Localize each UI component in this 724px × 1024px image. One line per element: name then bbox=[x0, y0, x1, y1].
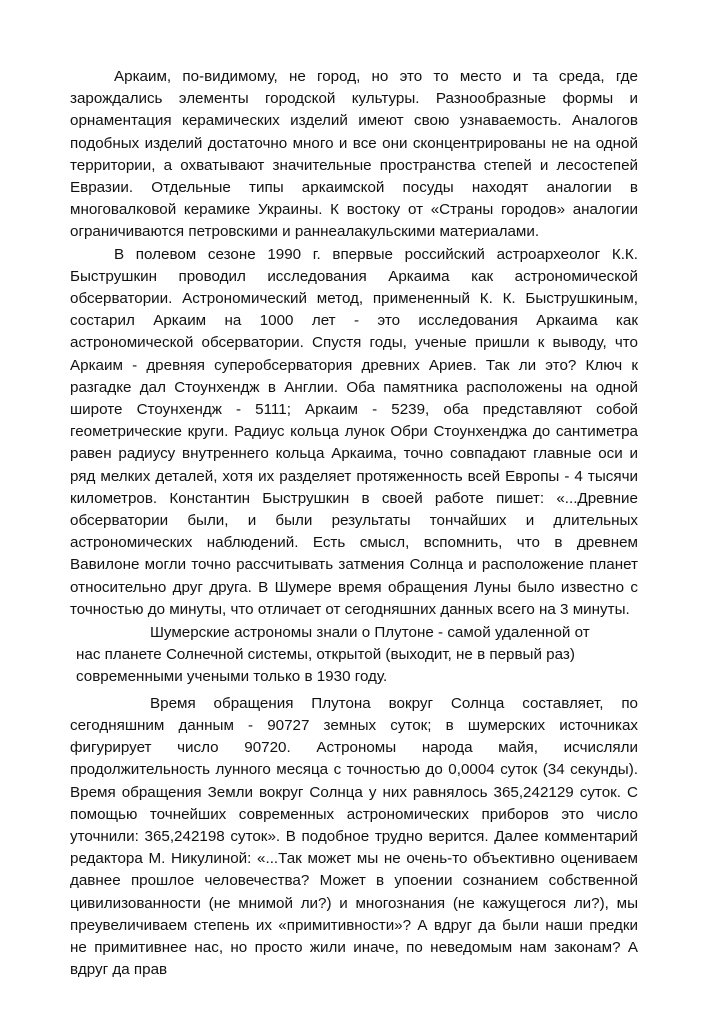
paragraph-arkaim-city: Аркаим, по-видимому, не город, но это то место и та среда, где зарождались элементы городской культуры. Разнообразные формы и орнаментация керамических изделий имеют свою узнаваемость. Аналогов подобных изделий достаточно много и все они сконцентрированы не на одной территории, а охватывают значительные пространства степей и лесостепей Евразии. Отдельные типы аркаимской посуды находят аналогии в многовалковой керамике Украины. К востоку от «Страны городов» аналогии ограничиваются петровскими и раннеалакульскими материалами. bbox=[70, 68, 638, 241]
paragraph-line: Шумерские астрономы знали о Плутоне - самой удаленной от bbox=[150, 624, 590, 642]
paragraph-line: современными учеными только в 1930 году. bbox=[76, 668, 388, 686]
paragraph-line: нас планете Солнечной системы, открытой (выходит, не в первый раз) bbox=[76, 646, 575, 664]
paragraph-bystrushkin-research: В полевом сезоне 1990 г. впервые российский астроархеолог К.К. Быструшкин проводил исследования Аркаима как астрономической обсерватории. Астрономический метод, примененный К. К. Быструшкиным, состарил Аркаим на 1000 лет - это исследования Аркаима как астрономической обсерватории. Спустя годы, ученые пришли к выводу, что Аркаим - древняя суперобсерватория древних Ариев. Так ли это? Ключ к разгадке дал Стоунхендж в Англии. Оба памятника расположены на одной широте Стоунхендж - 5111; Аркаим - 5239, оба представляют собой геометрические круги. Радиус кольца лунок Обри Стоунхенджа до сантиметра равен радиусу внутреннего кольца Аркаима, точно совпадают главные оси и ряд мелких деталей, хотя их разделяет протяженность всей Европы - 4 тысячи километров. Константин Быструшкин в своей работе пишет: «...Древние обсерватории были, и были результаты тончайших и длительных астрономических наблюдений. Есть смысл, вспомнить, что в древнем Вавилоне могли точно рассчитывать затмения Солнца и расположение планет относительно друг друга. В Шумере время обращения Луны было известно с точностью до минуты, что отличает от сегодняшних данных всего на 3 минуты. bbox=[70, 245, 638, 618]
paragraph-pluto-orbit: Время обращения Плутона вокруг Солнца составляет, по сегодняшним данным - 90727 земных суток; в шумерских источниках фигурирует число 90720. Астрономы народа майя, исчисляли продолжительность лунного месяца с точностью до 0,0004 суток (34 секунды). Время обращения Земли вокруг Солнца у них равнялось 365,242129 суток. С помощью точнейших современных астрономических приборов это число уточнили: 365,242198 суток». В подобное трудно верится. Далее комментарий редактора М. Никулиной: «...Так может мы не очень-то объективно оцениваем давнее прошлое человечества? Может в упоении сознанием собственной цивилизованности (не мнимой ли?) и многознания (не кажущегося ли?), мы преувеличиваем степень их «примитивности»? А вдруг да были наши предки не примитивнее нас, но просто жили иначе, по неведомым нам законам? А вдруг да прав bbox=[70, 694, 638, 979]
document-body bbox=[70, 66, 638, 981]
paragraph-sumerian-pluto bbox=[76, 622, 636, 689]
